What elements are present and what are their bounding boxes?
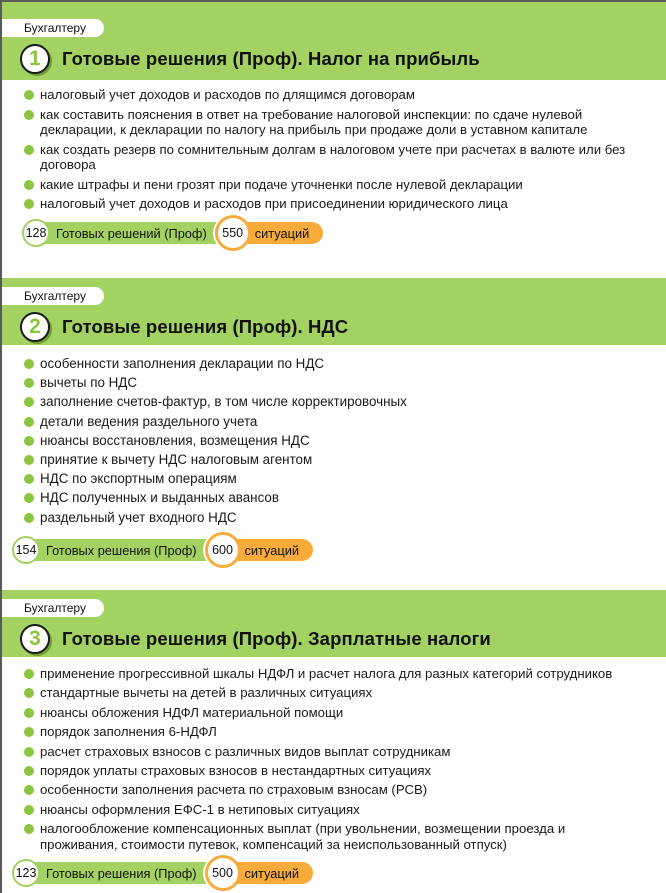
- situations-label: ситуаций: [244, 865, 300, 881]
- bullet-icon: [24, 397, 34, 407]
- bullet-icon: [24, 824, 34, 834]
- topic-list: [22, 666, 642, 856]
- list-item: [22, 763, 642, 779]
- solutions-count: 123: [12, 859, 40, 887]
- title-row: [20, 624, 491, 654]
- solutions-pill: [12, 539, 219, 561]
- solutions-label: Готовых решения (Проф): [46, 865, 197, 881]
- list-item: [22, 666, 642, 682]
- section-number-badge: 2: [20, 312, 50, 342]
- list-item-text: стандартные вычеты на детей в различных ситуациях: [40, 685, 373, 701]
- list-item-text: как создать резерв по сомнительным долгам в налоговом учете при расчетах в валюте или без договора: [40, 141, 626, 172]
- list-item-text: вычеты по НДС: [40, 375, 138, 391]
- list-item-text: детали ведения раздельного учета: [40, 413, 258, 429]
- section-header: [0, 0, 666, 80]
- list-item-text: заполнение счетов-фактур, в том числе корректировочных: [40, 394, 407, 410]
- list-item-text: нюансы обложения НДФЛ материальной помощи: [40, 704, 344, 720]
- section-number-badge: 1: [20, 44, 50, 74]
- bullet-icon: [24, 766, 34, 776]
- list-item-text: НДС полученных и выданных авансов: [40, 490, 279, 506]
- list-item: [22, 196, 642, 212]
- situations-pill: [205, 539, 314, 561]
- bullet-icon: [24, 805, 34, 815]
- solutions-pill: [22, 222, 229, 244]
- counts-badge: [12, 859, 313, 887]
- bullet-icon: [24, 199, 34, 209]
- bullet-icon: [24, 436, 34, 446]
- list-item: [22, 394, 642, 410]
- list-item-text: порядок уплаты страховых взносов в нестандартных ситуациях: [40, 762, 432, 778]
- title-row: [20, 312, 348, 342]
- bullet-icon: [24, 378, 34, 388]
- bullet-icon: [24, 747, 34, 757]
- list-item: [22, 724, 642, 740]
- situations-pill: [215, 222, 324, 244]
- list-item-text: нюансы восстановления, возмещения НДС: [40, 432, 310, 448]
- bullet-icon: [24, 669, 34, 679]
- list-item-text: особенности заполнения декларации по НДС: [40, 356, 325, 371]
- situations-count: 600: [205, 532, 241, 568]
- list-item-text: нюансы оформления ЕФС-1 в нетиповых ситуациях: [40, 801, 360, 817]
- solutions-count: 154: [12, 536, 40, 564]
- bullet-icon: [24, 110, 34, 120]
- solutions-label: Готовых решения (Проф): [46, 542, 197, 558]
- bullet-icon: [24, 455, 34, 465]
- section-payroll-taxes: [0, 590, 666, 852]
- audience-tag: Бухгалтеру: [0, 599, 104, 617]
- list-item-text: применение прогрессивной шкалы НДФЛ и расчет налога для разных категорий сотрудников: [40, 666, 613, 681]
- bullet-icon: [24, 359, 34, 369]
- list-item: [22, 705, 642, 721]
- list-item: [22, 782, 642, 798]
- list-item: [22, 107, 642, 138]
- list-item: [22, 510, 642, 526]
- list-item: [22, 414, 642, 430]
- list-item: [22, 433, 642, 449]
- list-item: [22, 356, 642, 372]
- bullet-icon: [24, 145, 34, 155]
- situations-pill: [205, 862, 314, 884]
- section-header: [0, 278, 666, 345]
- list-item-text: какие штрафы и пени грозят при подаче уточненки после нулевой декларации: [40, 176, 523, 192]
- list-item: [22, 490, 642, 506]
- list-item-text: порядок заполнения 6-НДФЛ: [40, 724, 217, 740]
- list-item: [22, 452, 642, 468]
- list-item: [22, 685, 642, 701]
- section-title: Готовые решения (Проф). НДС: [62, 316, 349, 337]
- list-item: [22, 87, 642, 103]
- list-item-text: раздельный учет входного НДС: [40, 509, 237, 525]
- bullet-icon: [24, 90, 34, 100]
- section-number-badge: 3: [20, 624, 50, 654]
- list-item-text: принятие к вычету НДС налоговым агентом: [40, 451, 313, 467]
- section-profit-tax: [0, 0, 666, 241]
- bullet-icon: [24, 708, 34, 718]
- topic-list: [22, 356, 642, 529]
- section-vat: [0, 278, 666, 525]
- list-item: [22, 375, 642, 391]
- list-item: [22, 471, 642, 487]
- audience-tag: Бухгалтеру: [0, 19, 104, 37]
- situations-label: ситуаций: [254, 225, 310, 241]
- audience-tag: Бухгалтеру: [0, 287, 104, 305]
- list-item-text: как составить пояснения в ответ на требование налоговой инспекции: по сдаче нулевой декларации, к декларации по налогу на прибыль при продаже доли в уставном капитале: [40, 106, 588, 137]
- situations-count: 550: [215, 215, 251, 251]
- solutions-pill: [12, 862, 219, 884]
- title-row: [20, 44, 480, 74]
- bullet-icon: [24, 785, 34, 795]
- list-item-text: налоговый учет доходов и расходов при присоединении юридического лица: [40, 196, 508, 211]
- list-item-text: налогообложение компенсационных выплат (при увольнении, возмещении проезда и проживания, стоимости путевок, компенсаций за неиспользованный отпуск): [40, 821, 566, 852]
- bullet-icon: [24, 474, 34, 484]
- solutions-count: 128: [22, 219, 50, 247]
- list-item: [22, 142, 642, 173]
- list-item-text: НДС по экспортным операциям: [40, 471, 237, 487]
- list-item: [22, 821, 642, 852]
- bullet-icon: [24, 493, 34, 503]
- topic-list: [22, 87, 642, 216]
- list-item: [22, 177, 642, 193]
- counts-badge: [12, 536, 313, 564]
- bullet-icon: [24, 727, 34, 737]
- list-item-text: расчет страховых взносов с различных видов выплат сотрудникам: [40, 743, 451, 759]
- section-title: Готовые решения (Проф). Зарплатные налоги: [62, 628, 491, 649]
- situations-label: ситуаций: [244, 542, 300, 558]
- list-item: [22, 802, 642, 818]
- bullet-icon: [24, 417, 34, 427]
- section-title: Готовые решения (Проф). Налог на прибыль: [62, 48, 480, 69]
- solutions-label: Готовых решений (Проф): [56, 225, 207, 241]
- counts-badge: [22, 219, 323, 247]
- section-header: [0, 590, 666, 657]
- bullet-icon: [24, 688, 34, 698]
- list-item-text: особенности заполнения расчета по страховым взносам (РСВ): [40, 782, 428, 798]
- list-item-text: налоговый учет доходов и расходов по длящимся договорам: [40, 87, 415, 102]
- situations-count: 500: [205, 855, 241, 891]
- bullet-icon: [24, 513, 34, 523]
- list-item: [22, 744, 642, 760]
- bullet-icon: [24, 180, 34, 190]
